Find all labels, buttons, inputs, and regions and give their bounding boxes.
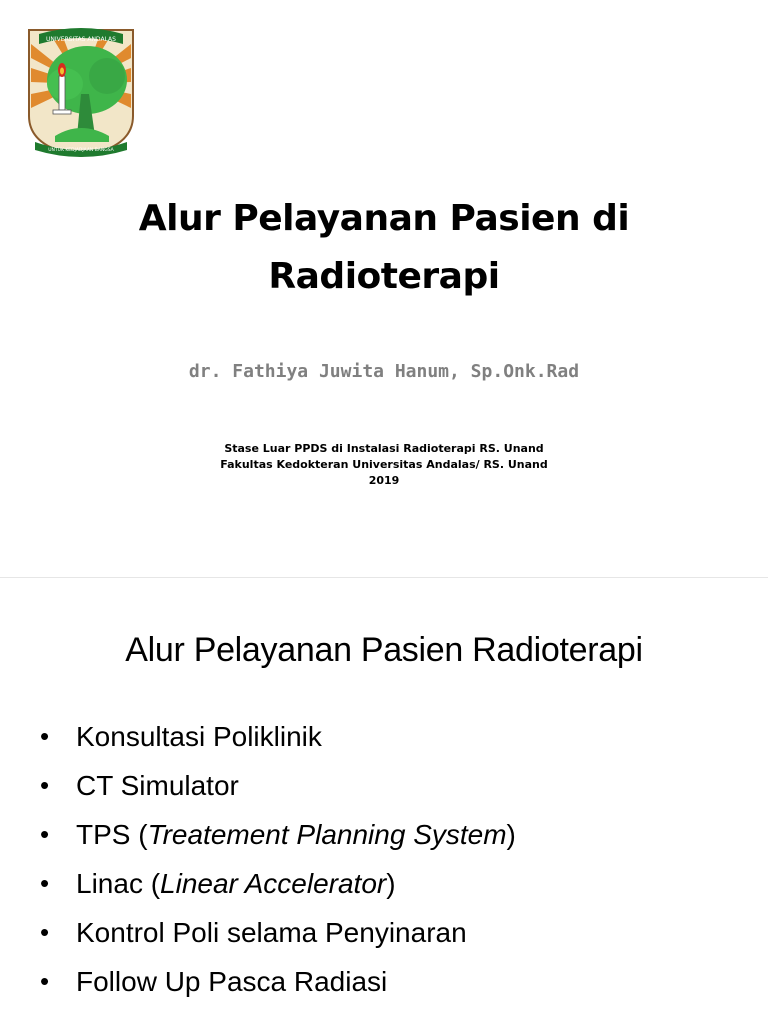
list-item-text: CT Simulator <box>76 770 239 801</box>
affiliation-line-2: Fakultas Kedokteran Universitas Andalas/ RS. Unand <box>220 458 548 471</box>
list-item <box>40 908 740 957</box>
list-item-prefix: Linac ( <box>76 868 161 899</box>
bullet-icon: • <box>40 721 50 751</box>
list-item <box>40 761 740 810</box>
list-item <box>40 859 740 908</box>
author-name: dr. Fathiya Juwita Hanum, Sp.Onk.Rad <box>188 361 580 382</box>
universitas-andalas-logo-icon <box>25 24 137 160</box>
affiliation-line-1: Stase Luar PPDS di Instalasi Radioterapi RS. Unand <box>224 442 544 455</box>
university-logo <box>25 24 137 160</box>
affiliation-block <box>40 441 728 489</box>
logo-bottom-text: UNTUK KEDJADJAAN BANGSA <box>48 148 114 153</box>
bullet-icon: • <box>40 770 50 800</box>
list-item-text: Follow Up Pasca Radiasi <box>76 966 388 997</box>
list-item <box>40 810 740 859</box>
slide-title-heading <box>40 190 728 306</box>
list-item-italic: Linear Accelerator <box>160 868 387 899</box>
affiliation-year: 2019 <box>368 474 400 487</box>
list-item <box>40 712 740 761</box>
bullet-icon: • <box>40 966 50 996</box>
logo-top-text: UNIVERSITAS ANDALAS <box>46 36 116 43</box>
title-line-1: Alur Pelayanan Pasien di <box>138 198 630 239</box>
slide-patient-flow <box>0 577 768 1025</box>
list-item-prefix: TPS ( <box>76 819 148 850</box>
list-item-text: Konsultasi Poliklinik <box>76 721 322 752</box>
list-item-italic: Treatement Planning System <box>147 819 507 850</box>
bullet-icon: • <box>40 868 50 898</box>
list-item <box>40 957 740 1006</box>
list-item-suffix: ) <box>386 868 396 899</box>
patient-flow-list <box>40 712 740 1006</box>
patient-flow-title: Alur Pelayanan Pasien Radioterapi <box>125 631 643 669</box>
list-item-text: Kontrol Poli selama Penyinaran <box>76 917 467 948</box>
bullet-icon: • <box>40 917 50 947</box>
title-line-2: Radioterapi <box>268 256 500 297</box>
list-item-suffix: ) <box>506 819 516 850</box>
bullet-icon: • <box>40 819 50 849</box>
